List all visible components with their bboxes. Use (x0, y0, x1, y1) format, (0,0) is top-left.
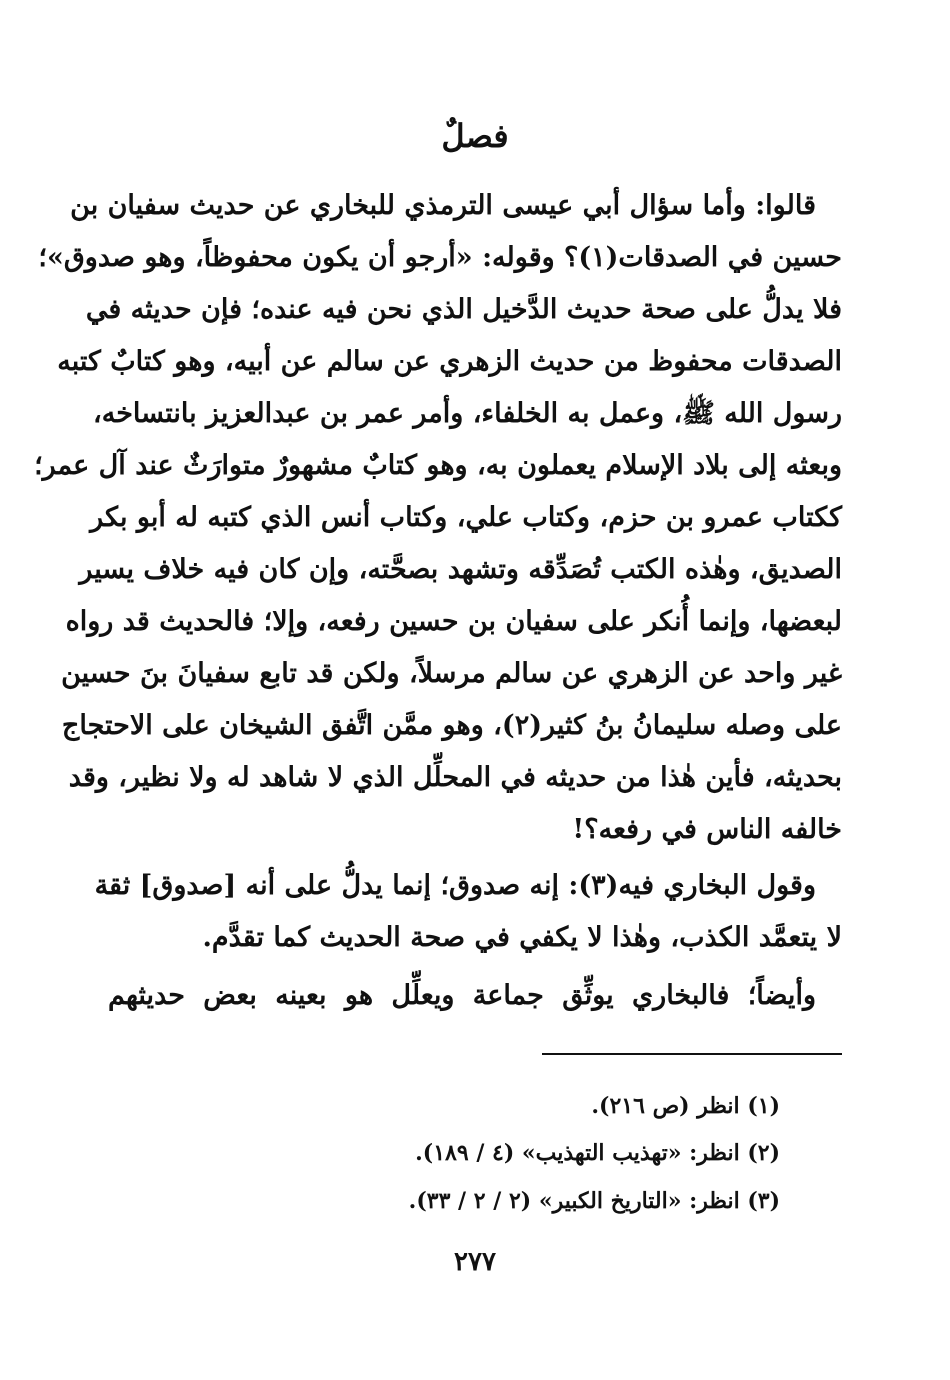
body-line-2: حسين في الصدقات(١)؟ وقوله: «أرجو أن يكون محفوظاً، وهو صدوق»؛ (38, 242, 842, 273)
para2-line-2: لا يتعمَّد الكذب، وهٰذا لا يكفي في صحة الحديث كما تقدَّم. (202, 922, 842, 953)
body-line-13: خالفه الناس في رفعه؟! (572, 814, 842, 845)
footnote-2: (٢) انظر: «تهذيب التهذيب» (٤ / ١٨٩). (415, 1140, 780, 1166)
body-line-6: وبعثه إلى بلاد الإسلام يعملون به، وهو كتابٌ مشهورٌ متوارَثٌ عند آل عمر؛ (34, 450, 842, 481)
body-line-8: الصديق، وهٰذه الكتب تُصَدِّقه وتشهد بصحَّته، وإن كان فيه خلاف يسير (79, 554, 842, 585)
body-line-7: ككتاب عمرو بن حزم، وكتاب علي، وكتاب أنس الذي كتبه له أبو بكر (90, 502, 842, 533)
body-line-3: فلا يدلُّ على صحة حديث الدَّخيل الذي نحن فيه عنده؛ فإن حديثه في (85, 294, 842, 325)
body-line-9: لبعضها، وإنما أُنكر على سفيان بن حسين رفعه، وإلا؛ فالحديث قد رواه (65, 606, 842, 637)
body-line-5: رسول الله ﷺ، وعمل به الخلفاء، وأمر عمر بن عبدالعزيز بانتساخه، (93, 398, 842, 429)
body-line-12: بحديثه، فأين هٰذا من حديثه في المحلِّل الذي لا شاهد له ولا نظير، وقد (68, 762, 842, 793)
body-line-10: غير واحد عن الزهري عن سالم مرسلاً، ولكن قد تابع سفيانَ بنَ حسين (61, 658, 842, 689)
para3-line-1: وأيضاً؛ فالبخاري يوثِّق جماعة ويعلِّل هو بعينه بعض حديثهم (108, 980, 816, 1011)
page-number: ٢٧٧ (454, 1247, 496, 1277)
body-line-11: على وصله سليمانُ بنُ كثير(٢)، وهو ممَّن اتَّفق الشيخان على الاحتجاج (61, 710, 842, 741)
footnote-3: (٣) انظر: «التاريخ الكبير» (٢ / ٢ / ٣٣). (408, 1188, 780, 1214)
footnote-1: (١) انظر (ص ٢١٦). (591, 1093, 780, 1119)
footnote-separator (542, 1053, 842, 1055)
body-line-4: الصدقات محفوظ من حديث الزهري عن سالم عن أبيه، وهو كتابٌ كتبه (57, 346, 842, 377)
body-line-1: قالوا: وأما سؤال أبي عيسى الترمذي للبخاري عن حديث سفيان بن (70, 190, 816, 221)
para2-line-1: وقول البخاري فيه(٣): إنه صدوق؛ إنما يدلُّ على أنه [صدوق] ثقة (94, 870, 816, 901)
section-heading: فصلٌ (441, 117, 509, 155)
